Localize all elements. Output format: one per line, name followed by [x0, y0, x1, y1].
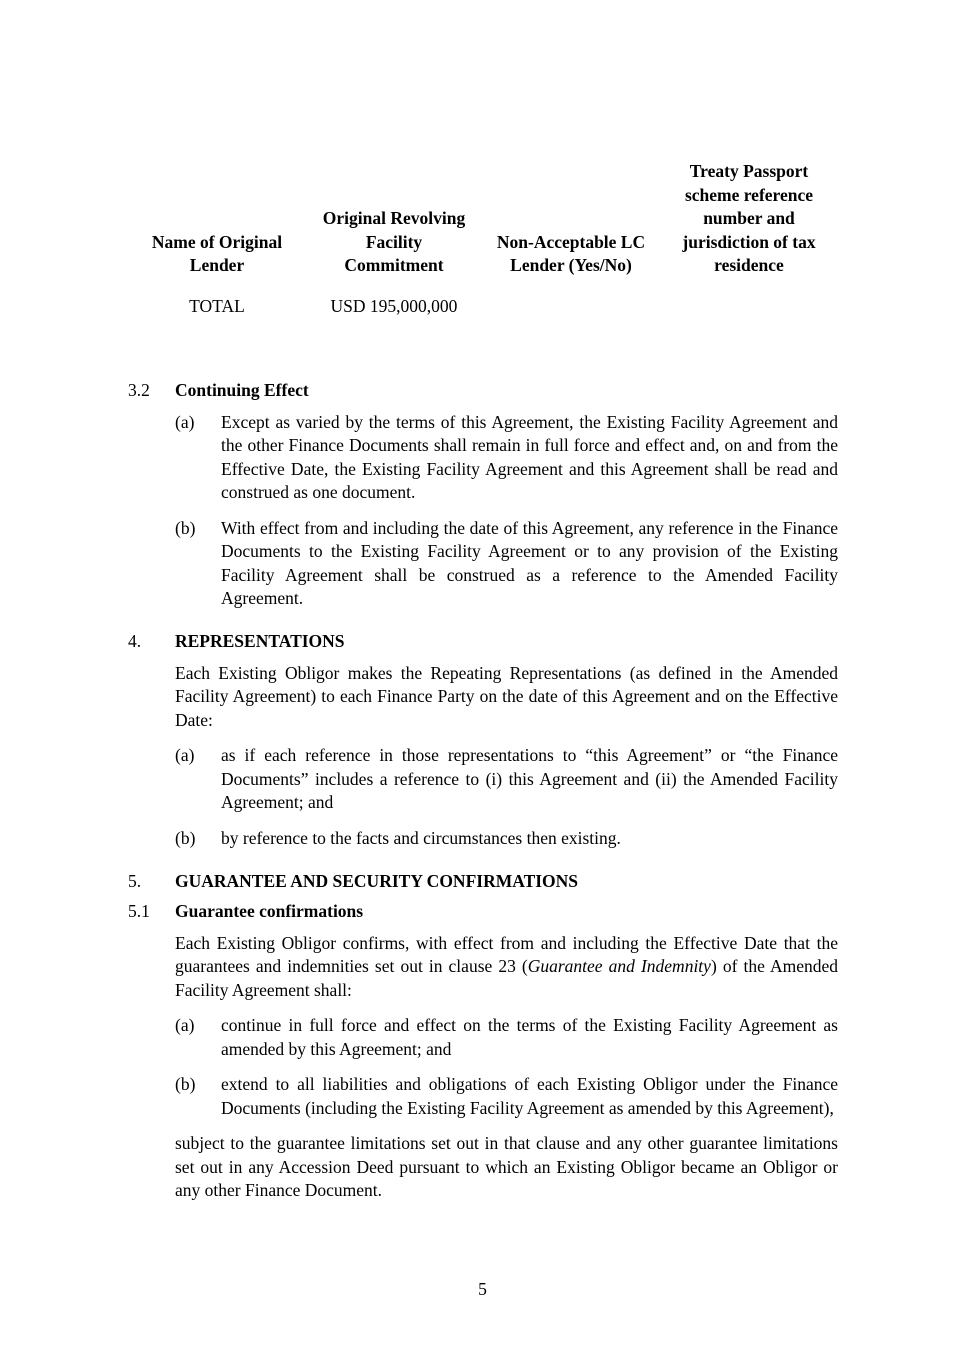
page-number: 5 [478, 1279, 487, 1299]
section-title: GUARANTEE AND SECURITY CONFIRMATIONS [175, 871, 579, 891]
list-item [175, 1073, 838, 1120]
table-header-row [128, 160, 838, 278]
header-name-of-original-lender: Name of Original Lender [151, 231, 283, 275]
section-number: 3.2 [128, 380, 150, 400]
item-label: (a) [175, 411, 195, 432]
intro-text-after: ) of the Amended Facility Agreement shall: [175, 956, 838, 1000]
intro-clause-title: Guarantee and Indemnity [527, 956, 711, 976]
total-lc-cell [482, 295, 660, 319]
header-original-revolving-facility-commitment: Original Revolving Facility Commitment [322, 208, 466, 275]
item-label: (b) [175, 1074, 196, 1094]
section-title: Guarantee confirmations [175, 901, 364, 921]
total-treaty-cell [660, 295, 838, 319]
section-5 [128, 870, 838, 894]
table-total-row [128, 295, 838, 319]
lender-table [128, 160, 838, 318]
item-text: continue in full force and effect on the terms of the Existing Facility Agreement as amended by this Agreement; and [221, 1015, 838, 1059]
total-label-cell: TOTAL [189, 295, 245, 316]
list-item [175, 1014, 838, 1061]
section-heading [128, 870, 838, 894]
header-non-acceptable-lc-lender: Non-Acceptable LC Lender (Yes/No) [496, 231, 646, 275]
item-text: as if each reference in those representations to “this Agreement” or “the Finance Documents” includes a reference to (i) this Agreement and (ii) the Amended Facility Agreement; and [221, 745, 838, 812]
list-item [175, 827, 838, 851]
item-label: (a) [175, 745, 195, 765]
list-item [175, 411, 838, 505]
total-commitment-cell: USD 195,000,000 [330, 295, 458, 316]
list-item [175, 744, 838, 815]
section-4 [128, 630, 838, 850]
section-heading [128, 630, 838, 654]
item-text: extend to all liabilities and obligations of each Existing Obligor under the Finance Documents (including the Existing Facility Agreement as amended by this Agreement), [221, 1074, 838, 1118]
item-text: Except as varied by the terms of this Agreement, the Existing Facility Agreement and the other Finance Documents shall remain in full force and effect and, on and from the Effective Date, the Existing Facility Agreement and this Agreement shall be read and construed as one document. [221, 411, 838, 502]
section-heading [128, 900, 838, 924]
item-label: (b) [175, 827, 196, 848]
section-number: 5. [128, 871, 142, 891]
section-5-1 [128, 900, 838, 1203]
section-number: 4. [128, 631, 142, 651]
section-title: REPRESENTATIONS [175, 631, 345, 651]
list-item [175, 517, 838, 611]
item-label: (b) [175, 517, 196, 538]
header-treaty-passport: Treaty Passport scheme reference number and jurisdiction of tax residence [682, 161, 816, 275]
section-closing: subject to the guarantee limitations set out in that clause and any other guarantee limitations set out in any Accession Deed pursuant to which an Existing Obligor became an Obligor or any other Finance Document. [175, 1133, 838, 1200]
section-heading [128, 379, 838, 403]
item-text: With effect from and including the date of this Agreement, any reference in the Finance Documents to the Existing Facility Agreement or to any provision of the Existing Facility Agreement shall be construed as a reference to the Amended Facility Agreement. [221, 517, 838, 608]
item-text: by reference to the facts and circumstances then existing. [221, 827, 621, 848]
item-label: (a) [175, 1015, 195, 1035]
section-title: Continuing Effect [175, 380, 309, 400]
section-intro [175, 932, 838, 1003]
intro-text-before: Each Existing Obligor confirms, with effect from and including the Effective Date that the guarantees and indemnities set out in clause 23 ( [175, 932, 838, 976]
section-number: 5.1 [128, 901, 150, 921]
section-3-2 [128, 379, 838, 611]
section-intro: Each Existing Obligor makes the Repeating Representations (as defined in the Amended Facility Agreement) to each Finance Party on the date of this Agreement and on the Effective Date: [175, 662, 838, 730]
